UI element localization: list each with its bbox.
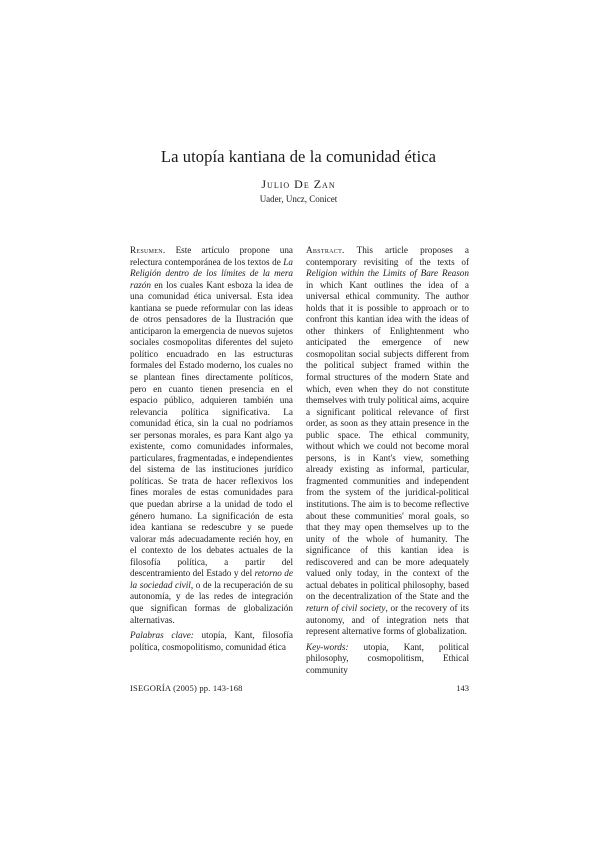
author-name: Julio De Zan <box>261 177 336 191</box>
resumen-text-part-1: Este artículo propone una relectura contemporánea de los textos de <box>130 245 293 267</box>
abstract-label: Abstract. <box>306 245 345 255</box>
resumen-column <box>130 245 293 653</box>
resumen-paragraph <box>130 245 293 626</box>
abstract-keywords-label: Key-words: <box>306 641 349 652</box>
abstract-text-part-1: This article proposes a contemporary revisiting of the texts of <box>306 245 469 267</box>
abstract-text-part-3: , or the recovery of its autonomy, and of integration nets that represent alternative forms of globalization. <box>306 602 469 637</box>
resumen-phrase: retorno de la sociedad civil <box>130 568 293 590</box>
resumen-keywords <box>130 630 293 653</box>
resumen-text-part-2: en los cuales Kant esboza la idea de una comunidad ética universal. Esta idea kantiana se puede reformular con las ideas de otros pensadores de la Ilustración que anticiparon la emergencia de nuevos sujetos sociales cosmopolitas diferentes del sujeto político encuadrado en las estructuras formales del Estado moderno, los cuales no se plantean fines directamente políticos, pero en cuanto tienen presencia en el espacio público, adquieren también una relevancia política significativa. La comunidad ética, sin la cual no podríamos ser personas morales, es para Kant algo ya existente, como comunidades informales, particulares, fragmentadas, e independientes del sistema de las instituciones jurídico políticas. Se trata de hacer reflexivos los fines morales de estas comunidades para que puedan abrirse a la unidad de todo el género humano. La significación de esta idea kantiana se redescubre y se puede valorar más adecuadamente recién hoy, en el contexto de los debates actuales de la filosofía política, a partir del descentramiento del Estado y del <box>130 279 294 579</box>
abstract-work-title: Religion within the Limits of Bare Reason <box>306 268 469 279</box>
abstract-phrase: return of civil society <box>306 602 386 613</box>
footer-journal-citation <box>130 683 243 693</box>
abstract-text-part-2: in which Kant outlines the idea of a universal ethical community. The author holds that it is possible to approach or to confront this kantian idea with the ideas of other thinkers of Enlightenment who anticipated the emergence of new cosmopolitan social subjects different from the political subject framed within the formal structures of the modern State and which, even when they do not constitute themselves with truly political aims, acquire a significant political relevance of first order, as soon as they attain presence in the public space. The ethical community, without which we could not become moral persons, is in Kant's view, something already existing as informal, particular, fragmented communities and independent from the system of the juridical-political institutions. The aim is to become reflective about these communities' moral goals, so that they may open themselves up to the unity of the whole of humanity. The significance of this kantian idea is rediscovered and can be more adequately valued only today, in the context of the actual debates in political philosophy, based on the decentralization of the State and the <box>306 279 469 602</box>
page-number: 143 <box>456 683 469 693</box>
abstract-column <box>306 245 469 676</box>
resumen-work-title: La Religión dentro de los límites de la mera razón <box>130 256 293 290</box>
footer-journal: ISEGORÍA (2005) <box>130 683 197 693</box>
article-title: La utopía kantiana de la comunidad ética <box>160 147 437 166</box>
abstract-keywords-text: utopia, Kant, political philosophy, cosmopolitism, Ethical community <box>306 641 469 675</box>
resumen-keywords-text: utopía, Kant, filosofía política, cosmopolitismo, comunidad ética <box>130 630 293 652</box>
abstract-paragraph <box>306 245 469 638</box>
abstract-keywords <box>306 642 469 677</box>
footer-pages: pp. 143-168 <box>199 683 243 693</box>
author-affiliation: Uader, Uncz, Conicet <box>259 194 338 204</box>
resumen-text-part-3: , o de la recuperación de su autonomía, y de las redes de integración que significan formas de globalización alternativas. <box>130 579 293 625</box>
resumen-label: Resumen. <box>130 245 166 255</box>
resumen-keywords-label: Palabras clave: <box>130 630 194 641</box>
